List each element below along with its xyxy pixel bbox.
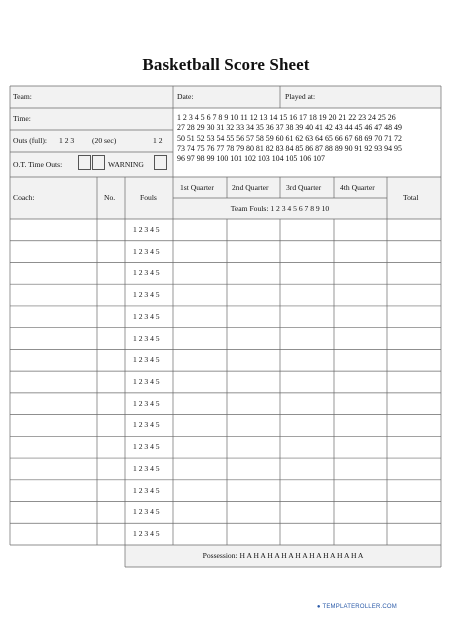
quarter-3-cell[interactable] (280, 306, 334, 328)
player-number-cell[interactable] (97, 371, 125, 393)
total-cell[interactable] (387, 349, 441, 371)
total-cell[interactable] (387, 328, 441, 350)
player-fouls[interactable]: 1 2 3 4 5 (133, 224, 160, 234)
quarter-1-cell[interactable] (173, 371, 227, 393)
quarter-1-cell[interactable] (173, 415, 227, 437)
quarter-4-cell[interactable] (334, 328, 387, 350)
player-coach-name-cell[interactable] (10, 436, 97, 458)
quarter-2-cell[interactable] (227, 328, 280, 350)
quarter-4-cell[interactable] (334, 458, 387, 480)
player-coach-name-cell[interactable] (10, 415, 97, 437)
quarter-1-cell[interactable] (173, 262, 227, 284)
quarter-3-cell[interactable] (280, 480, 334, 502)
player-fouls[interactable]: 1 2 3 4 5 (133, 377, 160, 386)
running-score-line[interactable]: 27 28 29 30 31 32 33 34 35 36 37 38 39 40 41 42 43 44 45 46 47 48 49 (177, 123, 402, 133)
player-number-cell[interactable] (97, 241, 125, 263)
player-fouls[interactable]: 1 2 3 4 5 (133, 463, 160, 473)
quarter-2-cell[interactable] (227, 371, 280, 393)
quarter-4-cell[interactable] (334, 393, 387, 415)
player-number-cell[interactable] (97, 262, 125, 284)
total-cell[interactable] (387, 458, 441, 480)
player-number-cell[interactable] (97, 284, 125, 306)
player-coach-name-cell[interactable] (10, 262, 97, 284)
time-label: Time: (13, 114, 31, 123)
quarter-2-cell[interactable] (227, 262, 280, 284)
quarter-1-cell[interactable] (173, 284, 227, 306)
quarter-3-cell[interactable] (280, 284, 334, 306)
total-cell[interactable] (387, 219, 441, 241)
ot-timeouts-label: O.T. Time Outs: (13, 160, 63, 169)
quarter-1-cell[interactable] (173, 480, 227, 502)
player-fouls[interactable]: 1 2 3 4 5 (133, 420, 160, 430)
possession-arrow-row[interactable]: Possession: H A H A H A H A H A H A H A H A H A (202, 551, 364, 560)
footer-text: TEMPLATEROLLER.COM (322, 604, 397, 610)
player-fouls[interactable]: 1 2 3 4 5 (133, 311, 160, 321)
quarter-4-cell[interactable] (334, 241, 387, 263)
footer-credit (317, 604, 397, 610)
player-fouls[interactable]: 1 2 3 4 5 (133, 485, 160, 495)
quarter-1-cell[interactable] (173, 349, 227, 371)
total-cell[interactable] (387, 262, 441, 284)
quarter-3-cell[interactable] (280, 241, 334, 263)
running-score-line[interactable]: 96 97 98 99 100 101 102 103 104 105 106 107 (177, 154, 325, 164)
quarter-3-cell[interactable] (280, 458, 334, 480)
quarter-2-cell[interactable] (227, 284, 280, 306)
total-cell[interactable] (387, 480, 441, 502)
player-coach-name-cell[interactable] (10, 371, 97, 393)
quarter-2-cell[interactable] (227, 393, 280, 415)
quarter-2-cell[interactable] (227, 502, 280, 524)
total-cell[interactable] (387, 523, 441, 545)
total-cell[interactable] (387, 241, 441, 263)
player-fouls[interactable]: 1 2 3 4 5 (133, 355, 160, 365)
total-column-header: Total (403, 193, 419, 202)
team-fouls-row: Team Fouls: 1 2 3 4 5 6 7 8 9 10 (230, 204, 330, 213)
player-coach-name-cell[interactable] (10, 349, 97, 371)
quarter-3-cell[interactable] (280, 349, 334, 371)
player-fouls[interactable]: 1 2 3 4 5 (133, 333, 160, 343)
quarter-2-cell[interactable] (227, 436, 280, 458)
quarter-4-cell[interactable] (334, 436, 387, 458)
quarter-4-cell[interactable] (334, 349, 387, 371)
quarter-3-cell[interactable] (280, 436, 334, 458)
running-score (177, 113, 439, 164)
quarter-3-cell[interactable] (280, 328, 334, 350)
quarter-4-cell[interactable] (334, 219, 387, 241)
warning-label: WARNING (108, 160, 144, 169)
player-fouls[interactable]: 1 2 3 4 5 (133, 246, 160, 256)
fouls-column-header: Fouls (140, 193, 157, 202)
player-number-cell[interactable] (97, 502, 125, 524)
quarter-4-cell[interactable] (334, 371, 387, 393)
total-cell[interactable] (387, 502, 441, 524)
running-score-line[interactable]: 1 2 3 4 5 6 7 8 9 10 11 12 13 14 15 16 17 18 19 20 21 22 23 24 25 26 (177, 113, 396, 122)
total-cell[interactable] (387, 306, 441, 328)
coach-label: Coach: (13, 193, 35, 202)
quarter-2-cell[interactable] (227, 349, 280, 371)
quarter-4-cell[interactable] (334, 262, 387, 284)
player-coach-name-cell[interactable] (10, 458, 97, 480)
quarter-3-cell[interactable] (280, 502, 334, 524)
quarter-3-header: 3rd Quarter (286, 183, 322, 192)
quarter-1-cell[interactable] (173, 328, 227, 350)
page-title: Basketball Score Sheet (142, 55, 310, 74)
outs-20sec-label: (20 sec) (92, 136, 117, 145)
quarter-4-cell[interactable] (334, 415, 387, 437)
quarter-1-cell[interactable] (173, 241, 227, 263)
team-field[interactable] (13, 91, 168, 105)
warning-checkbox[interactable] (152, 155, 169, 170)
player-number-cell[interactable] (97, 219, 125, 241)
player-coach-name-cell[interactable] (10, 284, 97, 306)
player-number-cell[interactable] (97, 306, 125, 328)
quarter-2-cell[interactable] (227, 306, 280, 328)
quarter-1-cell[interactable] (173, 458, 227, 480)
quarter-4-cell[interactable] (334, 502, 387, 524)
quarter-4-header: 4th Quarter (340, 183, 375, 192)
player-number-cell[interactable] (97, 328, 125, 350)
quarter-1-cell[interactable] (173, 436, 227, 458)
outs-full-label: Outs (full): (13, 136, 47, 145)
quarter-3-cell[interactable] (280, 523, 334, 545)
quarter-1-header: 1st Quarter (180, 183, 214, 192)
player-coach-name-cell[interactable] (10, 328, 97, 350)
player-number-cell[interactable] (97, 436, 125, 458)
quarter-4-cell[interactable] (334, 480, 387, 502)
quarter-1-cell[interactable] (173, 306, 227, 328)
quarter-2-cell[interactable] (227, 458, 280, 480)
total-cell[interactable] (387, 371, 441, 393)
footer-logo-icon: ● (316, 604, 321, 610)
player-fouls[interactable]: 1 2 3 4 5 (133, 268, 160, 278)
quarter-1-cell[interactable] (173, 523, 227, 545)
ot-checkbox-2[interactable] (90, 155, 107, 170)
running-score-line[interactable]: 73 74 75 76 77 78 79 80 81 82 83 84 85 86 87 88 89 90 91 92 93 94 95 (177, 143, 402, 153)
player-coach-name-cell[interactable] (10, 480, 97, 502)
quarter-3-cell[interactable] (280, 219, 334, 241)
quarter-4-cell[interactable] (334, 306, 387, 328)
player-coach-name-cell[interactable] (10, 523, 97, 545)
quarter-1-cell[interactable] (173, 393, 227, 415)
player-fouls[interactable]: 1 2 3 4 5 (133, 398, 160, 408)
outs-20sec-marks: 1 2 (153, 136, 163, 145)
player-coach-name-cell[interactable] (10, 502, 97, 524)
player-number-cell[interactable] (97, 458, 125, 480)
total-cell[interactable] (387, 415, 441, 437)
quarter-2-header: 2nd Quarter (232, 183, 269, 192)
quarter-4-cell[interactable] (334, 523, 387, 545)
player-number-cell[interactable] (97, 480, 125, 502)
quarter-3-cell[interactable] (280, 415, 334, 437)
player-number-cell[interactable] (97, 349, 125, 371)
player-fouls[interactable]: 1 2 3 4 5 (133, 442, 160, 452)
team-label: Team: (13, 92, 32, 101)
quarter-2-cell[interactable] (227, 523, 280, 545)
running-score-line[interactable]: 50 51 52 53 54 55 56 57 58 59 60 61 62 63 64 65 66 67 68 69 70 71 72 (177, 133, 402, 143)
quarter-2-cell[interactable] (227, 415, 280, 437)
player-coach-name-cell[interactable] (10, 306, 97, 328)
quarter-1-cell[interactable] (173, 219, 227, 241)
player-coach-name-cell[interactable] (10, 219, 97, 241)
total-cell[interactable] (387, 393, 441, 415)
quarter-2-cell[interactable] (227, 241, 280, 263)
quarter-1-cell[interactable] (173, 502, 227, 524)
player-number-cell[interactable] (97, 523, 125, 545)
quarter-2-cell[interactable] (227, 219, 280, 241)
total-cell[interactable] (387, 436, 441, 458)
total-cell[interactable] (387, 284, 441, 306)
date-label: Date: (177, 92, 194, 101)
number-column-header: No. (104, 193, 116, 202)
quarter-3-cell[interactable] (280, 371, 334, 393)
player-coach-name-cell[interactable] (10, 393, 97, 415)
player-fouls[interactable]: 1 2 3 4 5 (133, 290, 160, 300)
player-coach-name-cell[interactable] (10, 241, 97, 263)
player-number-cell[interactable] (97, 415, 125, 437)
played-at-label: Played at: (285, 92, 316, 101)
player-fouls[interactable]: 1 2 3 4 5 (133, 507, 160, 517)
outs-full-marks: 1 2 3 (59, 136, 75, 145)
quarter-4-cell[interactable] (334, 284, 387, 306)
quarter-2-cell[interactable] (227, 480, 280, 502)
player-fouls[interactable]: 1 2 3 4 5 (133, 529, 160, 539)
quarter-3-cell[interactable] (280, 262, 334, 284)
quarter-3-cell[interactable] (280, 393, 334, 415)
player-number-cell[interactable] (97, 393, 125, 415)
